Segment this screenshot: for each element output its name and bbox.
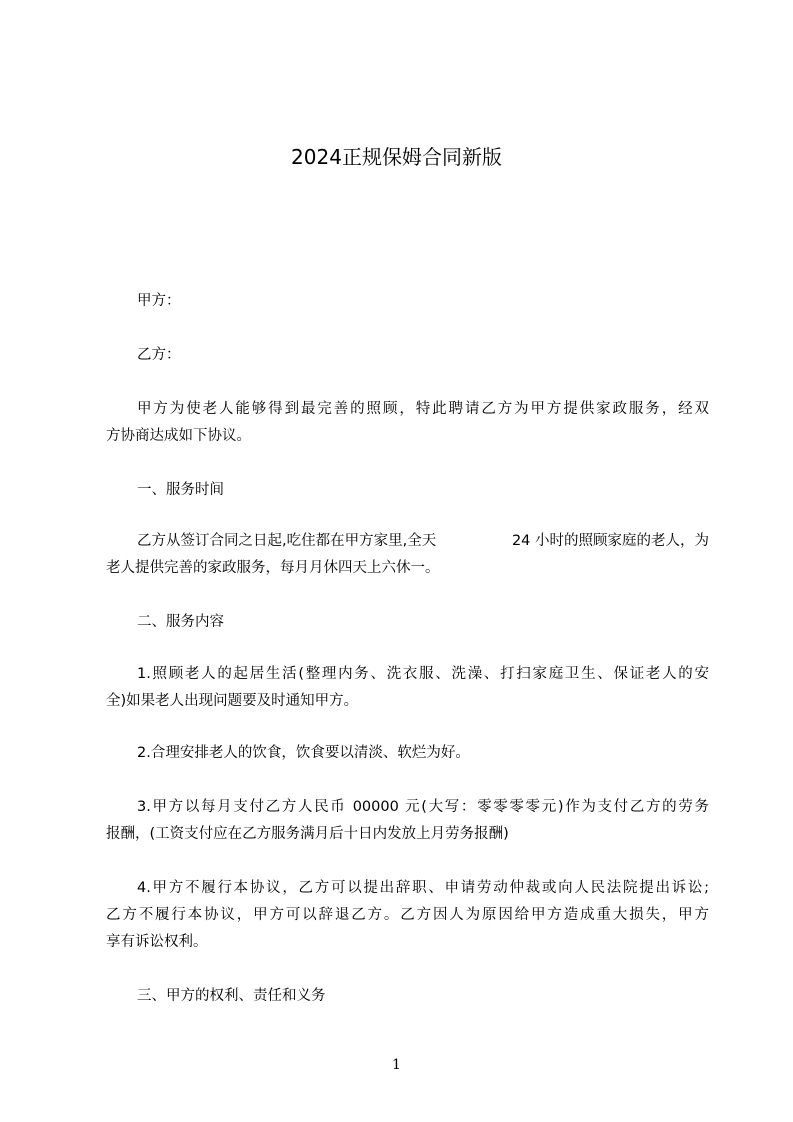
page-number: 1	[392, 1057, 401, 1073]
item-4-line-3: 享有诉讼权利。	[106, 934, 208, 950]
item-4-line-1: 4.甲方不履行本协议，乙方可以提出辞职、申请劳动仲裁或向人民法院提出诉讼;	[137, 880, 709, 896]
intro-line-1: 甲方为使老人能够得到最完善的照顾，特此聘请乙方为甲方提供家政服务，经双	[137, 401, 709, 417]
document-title: 2024正规保姆合同新版	[291, 145, 502, 169]
section-1-heading: 一、服务时间	[137, 482, 224, 498]
item-4-line-2: 乙方不履行本协议，甲方可以辞退乙方。乙方因人为原因给甲方造成重大损失，甲方	[106, 907, 709, 923]
intro-line-2: 方协商达成如下协议。	[106, 428, 251, 444]
party-a-label: 甲方：	[137, 293, 181, 309]
section-1-line-1	[137, 531, 709, 551]
item-3-line-1: 3.甲方以每月支付乙方人民币 00000 元(大写：零零零零元)作为支付乙方的劳务	[137, 799, 709, 815]
section-3-heading: 三、甲方的权利、责任和义务	[137, 988, 326, 1004]
section-1-line-2: 老人提供完善的家政服务，每月月休四天上六休一。	[106, 560, 440, 576]
item-1-line-2: 全)如果老人出现问题要及时通知甲方。	[106, 693, 359, 709]
item-2-line-1: 2.合理安排老人的饮食，饮食要以清淡、软烂为好。	[137, 745, 470, 761]
item-3-line-2: 报酬，(工资支付应在乙方服务满月后十日内发放上月劳务报酬)	[106, 826, 509, 842]
section-2-heading: 二、服务内容	[137, 614, 224, 630]
section-1-line-1-part-b: 24 小时的照顾家庭的老人，为	[511, 533, 709, 549]
item-1-line-1: 1.照顾老人的起居生活(整理内务、洗衣服、洗澡、打扫家庭卫生、保证老人的安	[137, 666, 709, 682]
party-b-label: 乙方：	[137, 347, 181, 363]
section-1-line-1-part-a: 乙方从签订合同之日起,吃住都在甲方家里,全天	[137, 533, 437, 549]
